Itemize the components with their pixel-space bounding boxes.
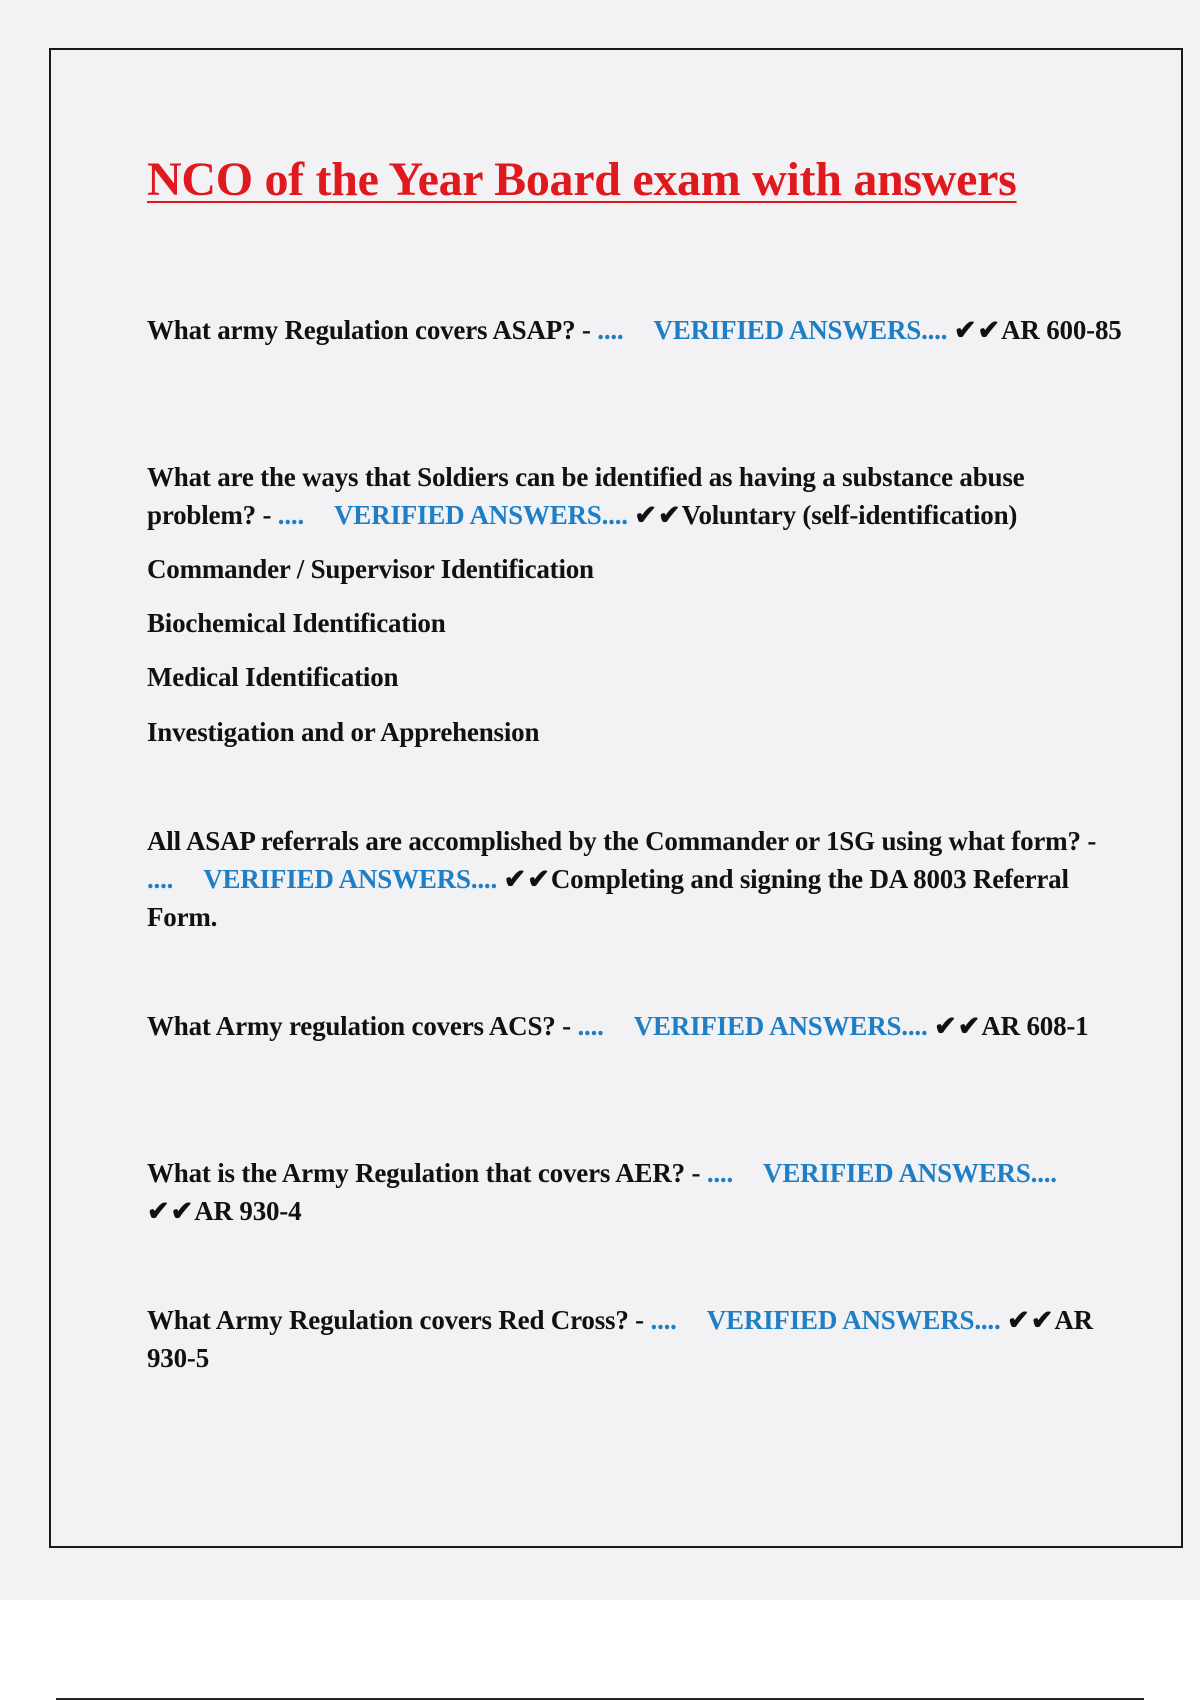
double-check-icon: ✔✔ bbox=[147, 1196, 195, 1226]
answer-dots: .... bbox=[650, 1305, 677, 1335]
identification-method-item: Medical Identification bbox=[147, 662, 399, 692]
answer-dots: .... bbox=[277, 500, 304, 530]
verified-answers-label: VERIFIED ANSWERS.... bbox=[653, 315, 948, 345]
answer-dots: .... bbox=[577, 1011, 604, 1041]
qa-item-6 bbox=[147, 1301, 1137, 1377]
answer-text: Voluntary (self-identification) bbox=[681, 500, 1018, 530]
double-check-icon: ✔✔ bbox=[934, 1011, 982, 1041]
question-text: What is the Army Regulation that covers AER? - bbox=[147, 1158, 707, 1188]
answer-dots: .... bbox=[706, 1158, 734, 1188]
qa-item-2 bbox=[147, 458, 1137, 534]
double-check-icon: ✔✔ bbox=[503, 864, 551, 894]
double-check-icon: ✔✔ bbox=[953, 315, 1002, 345]
answer-text: AR 930-5 bbox=[147, 1305, 1093, 1373]
answer-text: AR 600-85 bbox=[1001, 315, 1122, 345]
question-text: What are the ways that Soldiers can be identified as having a substance abuse problem? - bbox=[147, 462, 1025, 530]
question-text: What Army Regulation covers Red Cross? - bbox=[147, 1305, 651, 1335]
verified-answers-label: VERIFIED ANSWERS.... bbox=[633, 1011, 928, 1041]
qa-item-3 bbox=[147, 822, 1137, 936]
answer-text: AR 608-1 bbox=[981, 1011, 1089, 1041]
qa-item-4 bbox=[147, 1007, 1137, 1045]
verified-answers-label: VERIFIED ANSWERS.... bbox=[334, 500, 628, 530]
identification-method-item: Commander / Supervisor Identification bbox=[147, 554, 594, 584]
identification-method-item: Investigation and or Apprehension bbox=[147, 717, 540, 747]
question-text: All ASAP referrals are accomplished by the Commander or 1SG using what form? - bbox=[147, 826, 1097, 856]
answer-text: AR 930-4 bbox=[194, 1196, 302, 1226]
document-title: NCO of the Year Board exam with answers bbox=[147, 153, 1017, 206]
verified-answers-label: VERIFIED ANSWERS.... bbox=[763, 1158, 1057, 1188]
double-check-icon: ✔✔ bbox=[1007, 1305, 1055, 1335]
document-page bbox=[49, 48, 1183, 1548]
question-text: What army Regulation covers ASAP? - bbox=[147, 315, 598, 345]
answer-dots: .... bbox=[147, 864, 174, 894]
verified-answers-label: VERIFIED ANSWERS.... bbox=[203, 864, 498, 894]
next-page-edge bbox=[0, 1600, 1200, 1700]
qa-item-5 bbox=[147, 1154, 1137, 1230]
double-check-icon: ✔✔ bbox=[634, 500, 682, 530]
answer-text: Completing and signing the DA 8003 Referral Form. bbox=[147, 864, 1069, 932]
identification-method-item: Biochemical Identification bbox=[147, 608, 446, 638]
verified-answers-label: VERIFIED ANSWERS.... bbox=[706, 1305, 1001, 1335]
question-text: What Army regulation covers ACS? - bbox=[147, 1011, 578, 1041]
qa-item-1 bbox=[147, 311, 1137, 349]
answer-dots: .... bbox=[597, 315, 624, 345]
